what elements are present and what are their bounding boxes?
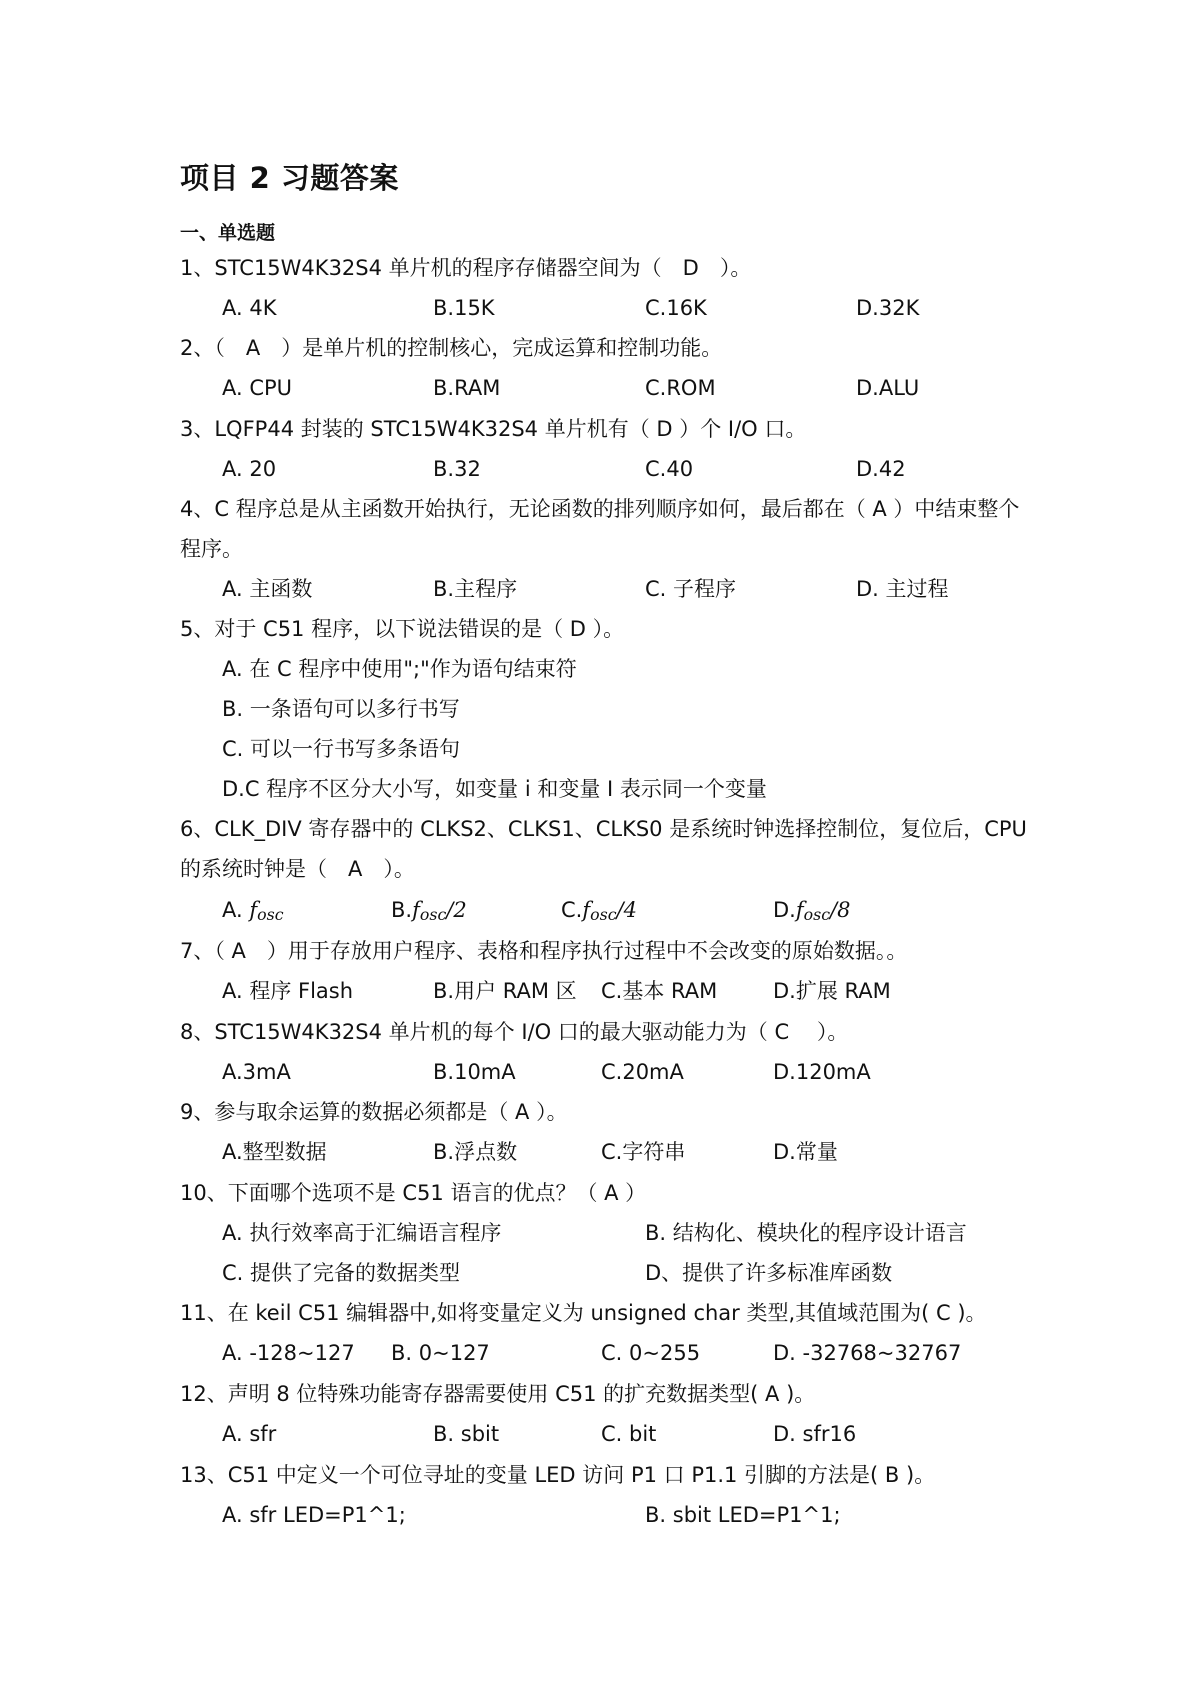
q7-option-d: D.扩展 RAM: [773, 979, 891, 1003]
q9-option-b: B.浮点数: [433, 1140, 518, 1164]
question-9: 9、参与取余运算的数据必须都是（ A ）。: [180, 1100, 568, 1124]
q6-option-b: $B.f_{osc}/2$: [391, 898, 467, 925]
question-2: 2、（ A ）是单片机的控制核心，完成运算和控制功能。: [180, 336, 723, 360]
q11-option-b: B. 0~127: [391, 1341, 490, 1365]
q2-option-a: A. CPU: [222, 376, 293, 400]
q4-option-d: D. 主过程: [856, 577, 949, 601]
question-11: 11、在 keil C51 编辑器中,如将变量定义为 unsigned char 类型,其值域范围为( C )。: [180, 1301, 987, 1325]
q12-option-c: C. bit: [601, 1422, 657, 1446]
question-1: 1、STC15W4K32S4 单片机的程序存储器空间为（ D ）。: [180, 256, 752, 280]
q8-option-a: A.3mA: [222, 1060, 291, 1084]
q10-option-c: C. 提供了完备的数据类型: [222, 1261, 461, 1285]
q5-option-c: C. 可以一行书写多条语句: [222, 737, 461, 761]
q6-option-a: A. $f_{osc}$: [222, 898, 284, 925]
page-title: 项目 2 习题答案: [180, 161, 399, 195]
q3-option-c: C.40: [645, 457, 694, 481]
q10-option-d: D、提供了许多标准库函数: [645, 1261, 893, 1285]
question-13: 13、C51 中定义一个可位寻址的变量 LED 访问 P1 口 P1.1 引脚的方法是( B )。: [180, 1463, 936, 1487]
q1-option-b: B.15K: [433, 296, 495, 320]
question-4-line-2: 程序。: [180, 537, 243, 561]
q8-option-b: B.10mA: [433, 1060, 516, 1084]
q7-option-c: C.基本 RAM: [601, 979, 718, 1003]
question-7: 7、（ A ）用于存放用户程序、表格和程序执行过程中不会改变的原始数据。。: [180, 939, 908, 963]
q11-option-c: C. 0~255: [601, 1341, 701, 1365]
q2-option-b: B.RAM: [433, 376, 501, 400]
q5-option-d: D.C 程序不区分大小写，如变量 i 和变量 I 表示同一个变量: [222, 777, 767, 801]
q5-option-a: A. 在 C 程序中使用";"作为语句结束符: [222, 657, 577, 681]
section-heading: 一、单选题: [180, 222, 276, 244]
q9-option-d: D.常量: [773, 1140, 838, 1164]
q12-option-d: D. sfr16: [773, 1422, 857, 1446]
q12-option-a: A. sfr: [222, 1422, 277, 1446]
q3-option-b: B.32: [433, 457, 481, 481]
q7-option-b: B.用户 RAM 区: [433, 979, 577, 1003]
q6-option-c: $C.f_{osc}/4$: [561, 898, 637, 925]
q2-option-d: D.ALU: [856, 376, 920, 400]
q1-option-d: D.32K: [856, 296, 920, 320]
q7-option-a: A. 程序 Flash: [222, 979, 354, 1003]
q1-option-c: C.16K: [645, 296, 707, 320]
q1-option-a: A. 4K: [222, 296, 277, 320]
q4-option-a: A. 主函数: [222, 577, 313, 601]
q10-option-b: B. 结构化、模块化的程序设计语言: [645, 1221, 967, 1245]
question-12: 12、声明 8 位特殊功能寄存器需要使用 C51 的扩充数据类型( A )。: [180, 1382, 816, 1406]
q8-option-c: C.20mA: [601, 1060, 684, 1084]
q6-option-d: $D.f_{osc}/8$: [773, 898, 851, 925]
q5-option-b: B. 一条语句可以多行书写: [222, 697, 460, 721]
q12-option-b: B. sbit: [433, 1422, 500, 1446]
q3-option-d: D.42: [856, 457, 906, 481]
q9-option-a: A.整型数据: [222, 1140, 327, 1164]
question-6-line-1: 6、CLK_DIV 寄存器中的 CLKS2、CLKS1、CLKS0 是系统时钟选择控制位，复位后，CPU: [180, 817, 1027, 841]
question-6-line-2: 的系统时钟是（ A ）。: [180, 857, 415, 881]
q2-option-c: C.ROM: [645, 376, 716, 400]
question-10: 10、下面哪个选项不是 C51 语言的优点？（ A ）: [180, 1181, 647, 1205]
q11-option-d: D. -32768~32767: [773, 1341, 962, 1365]
q9-option-c: C.字符串: [601, 1140, 686, 1164]
q4-option-c: C. 子程序: [645, 577, 737, 601]
question-8: 8、STC15W4K32S4 单片机的每个 I/O 口的最大驱动能力为（ C ）。: [180, 1020, 849, 1044]
question-3: 3、LQFP44 封装的 STC15W4K32S4 单片机有（ D ）个 I/O 口。: [180, 417, 807, 441]
q13-option-b: B. sbit LED=P1^1;: [645, 1503, 841, 1527]
q4-option-b: B.主程序: [433, 577, 518, 601]
q11-option-a: A. -128~127: [222, 1341, 355, 1365]
q8-option-d: D.120mA: [773, 1060, 871, 1084]
question-5: 5、对于 C51 程序，以下说法错误的是（ D ）。: [180, 617, 625, 641]
q10-option-a: A. 执行效率高于汇编语言程序: [222, 1221, 502, 1245]
question-4-line-1: 4、C 程序总是从主函数开始执行，无论函数的排列顺序如何，最后都在（ A ）中结束整个: [180, 497, 1020, 521]
q13-option-a: A. sfr LED=P1^1;: [222, 1503, 406, 1527]
q3-option-a: A. 20: [222, 457, 277, 481]
